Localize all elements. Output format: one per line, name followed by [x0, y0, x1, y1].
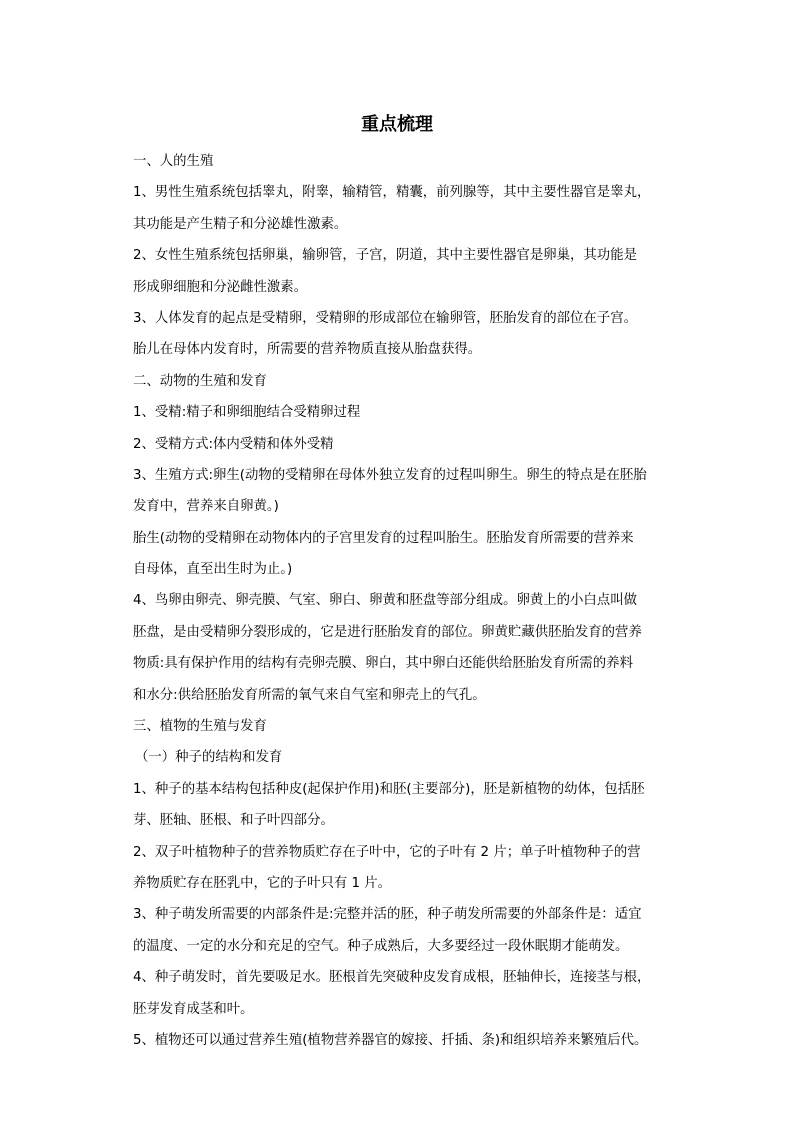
page-title: 重点梳理 [361, 114, 433, 135]
subsection-heading: （一）种子的结构和发育 [135, 750, 283, 766]
paragraph-line: 胎儿在母体内发育时，所需要的营养物质直接从胎盘获得。 [133, 342, 482, 358]
paragraph-line: 其功能是产生精子和分泌雄性激素。 [133, 216, 348, 232]
paragraph-line: 1、种子的基本结构包括种皮(起保护作用)和胚(主要部分)，胚是新植物的幼体，包括胚 [133, 781, 645, 797]
paragraph-line: 的温度、一定的水分和充足的空气。种子成熟后，大多要经过一段休眠期才能萌发。 [133, 938, 629, 954]
paragraph-line: 胚芽发育成茎和叶。 [133, 1001, 254, 1017]
paragraph-line: 3、生殖方式:卵生(动物的受精卵在母体外独立发育的过程叫卵生。卵生的特点是在胚胎 [133, 467, 647, 483]
section-heading: 二、动物的生殖和发育 [133, 373, 267, 389]
paragraph-line: 2、双子叶植物种子的营养物质贮存在子叶中，它的子叶有 2 片；单子叶植物种子的营 [133, 844, 641, 860]
paragraph-line: 3、种子萌发所需要的内部条件是:完整并活的胚，种子萌发所需要的外部条件是：适宜 [133, 907, 642, 923]
paragraph-line: 胎生(动物的受精卵在动物体内的子宫里发育的过程叫胎生。胚胎发育所需要的营养来 [133, 530, 634, 546]
paragraph-line: 2、受精方式:体内受精和体外受精 [133, 436, 334, 452]
paragraph-line: 养物质贮存在胚乳中，它的子叶只有 1 片。 [133, 875, 392, 891]
paragraph-line: 和水分:供给胚胎发育所需的氧气来自气室和卵壳上的气孔。 [133, 687, 486, 703]
section-heading: 三、植物的生殖与发育 [133, 719, 267, 735]
paragraph-line: 自母体，直至出生时为止。) [133, 562, 293, 578]
paragraph-line: 4、鸟卵由卵壳、卵壳膜、气室、卵白、卵黄和胚盘等部分组成。卵黄上的小白点叫做 [133, 593, 637, 609]
paragraph-line: 5、植物还可以通过营养生殖(植物营养器官的嫁接、扦插、条)和组织培养来繁殖后代。 [133, 1032, 648, 1048]
document-body [133, 146, 681, 1056]
paragraph-line: 形成卵细胞和分泌雌性激素。 [133, 279, 308, 295]
paragraph-line: 1、受精:精子和卵细胞结合受精卵过程 [133, 405, 361, 421]
paragraph-line: 胚盘，是由受精卵分裂形成的，它是进行胚胎发育的部位。卵黄贮藏供胚胎发育的营养 [133, 624, 642, 640]
paragraph-line: 2、女性生殖系统包括卵巢，输卵管，子宫，阴道，其中主要性器官是卵巢，其功能是 [133, 248, 637, 264]
paragraph-line: 物质:具有保护作用的结构有壳卵壳膜、卵白，其中卵白还能供给胚胎发育所需的养料 [133, 656, 633, 672]
paragraph-line: 发育中，营养来自卵黄。) [133, 499, 279, 515]
paragraph-line: 1、男性生殖系统包括睾丸，附睾，输精管，精囊，前列腺等，其中主要性器官是睾丸， [133, 185, 651, 201]
paragraph-line: 芽、胚轴、胚根、和子叶四部分。 [133, 813, 334, 829]
paragraph-line: 3、人体发育的起点是受精卵，受精卵的形成部位在输卵管，胚胎发育的部位在子宫。 [133, 310, 637, 326]
paragraph-line: 4、种子萌发时，首先要吸足水。胚根首先突破种皮发育成根，胚轴伸长，连接茎与根， [133, 970, 651, 986]
section-heading: 一、人的生殖 [133, 154, 214, 169]
